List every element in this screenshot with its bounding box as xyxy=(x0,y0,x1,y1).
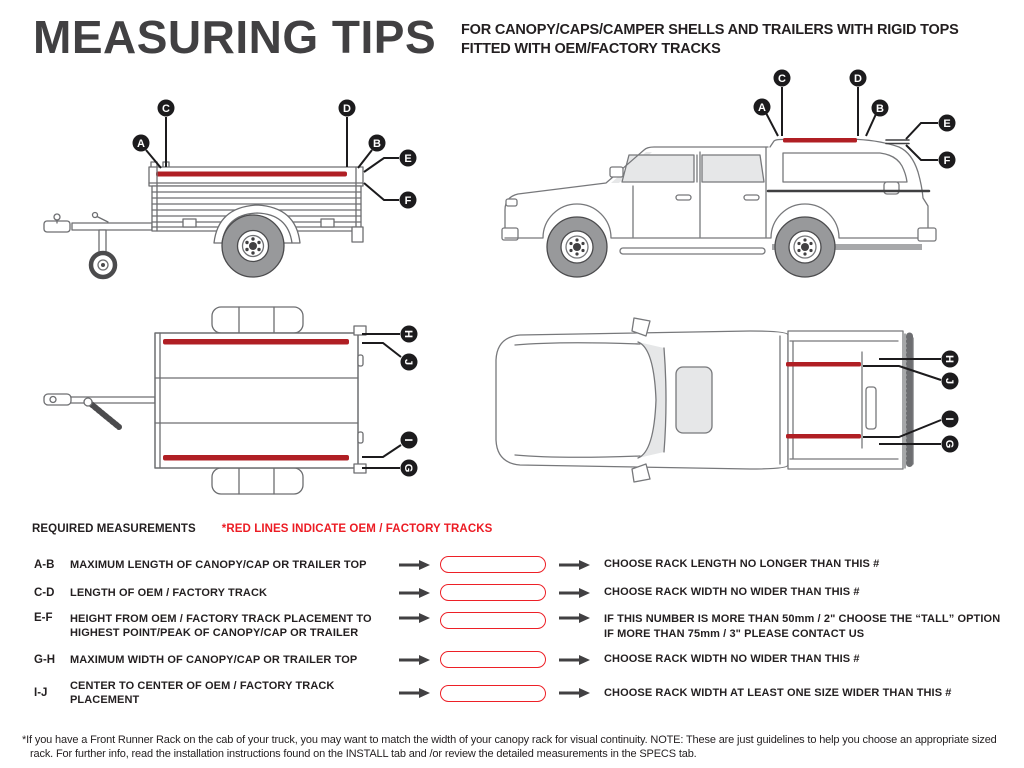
measurement-description: LENGTH OF OEM / FACTORY TRACK xyxy=(70,586,268,599)
svg-text:H: H xyxy=(402,330,414,338)
arrow-right-icon xyxy=(398,612,430,624)
label-i-icon xyxy=(401,432,418,449)
required-measurements-label: REQUIRED MEASUREMENTS xyxy=(32,523,196,535)
trailer-top-labels xyxy=(362,334,401,468)
label-d-icon xyxy=(850,70,867,87)
svg-text:A: A xyxy=(758,102,766,114)
legend-row xyxy=(32,523,492,535)
measurement-guidance: CHOOSE RACK WIDTH AT LEAST ONE SIZE WIDER THAN THIS # xyxy=(604,686,952,699)
oem-track-line xyxy=(786,434,861,439)
oem-track-line xyxy=(786,362,861,367)
svg-text:A: A xyxy=(137,138,145,150)
measurement-key: E-F xyxy=(34,612,53,624)
truck-rear-wheel xyxy=(775,217,835,277)
measurement-description: MAXIMUM WIDTH OF CANOPY/CAP OR TRAILER TOP xyxy=(70,653,358,666)
page-subtitle-line-2: FITTED WITH OEM/FACTORY TRACKS xyxy=(461,41,721,57)
measurement-guidance: CHOOSE RACK LENGTH NO LONGER THAN THIS # xyxy=(604,558,880,571)
label-c-icon xyxy=(158,100,175,117)
truck-front-wheel xyxy=(547,217,607,277)
arrow-right-icon xyxy=(558,654,590,666)
measurement-guidance: CHOOSE RACK WIDTH NO WIDER THAN THIS # xyxy=(604,653,860,666)
trailer-wheel xyxy=(222,215,284,277)
truck-top-view xyxy=(496,318,913,482)
label-b-icon xyxy=(369,135,386,152)
oem-track-line xyxy=(783,138,857,143)
measurement-row-ab xyxy=(0,556,1016,573)
label-e-icon xyxy=(400,150,417,167)
measurement-guidance: CHOOSE RACK WIDTH NO WIDER THAN THIS # xyxy=(604,586,860,599)
label-d-icon xyxy=(339,100,356,117)
measurement-description: MAXIMUM LENGTH OF CANOPY/CAP OR TRAILER TOP xyxy=(70,558,367,571)
label-h-icon xyxy=(942,351,959,368)
measurement-row-ij xyxy=(0,679,1016,707)
oem-track-line xyxy=(163,339,349,345)
svg-text:H: H xyxy=(943,355,955,363)
label-e-icon xyxy=(939,115,956,132)
measurement-input-box[interactable] xyxy=(440,612,546,629)
trailer-top-label-circles xyxy=(401,326,418,477)
arrow-right-icon xyxy=(398,654,430,666)
label-j-icon xyxy=(401,354,418,371)
svg-text:B: B xyxy=(876,103,884,115)
svg-text:B: B xyxy=(373,138,381,150)
label-g-icon xyxy=(942,436,959,453)
label-h-icon xyxy=(401,326,418,343)
arrow-right-icon xyxy=(558,587,590,599)
svg-text:E: E xyxy=(943,118,951,130)
measurement-input-box[interactable] xyxy=(440,584,546,601)
svg-text:I: I xyxy=(943,417,955,421)
measurement-input-box[interactable] xyxy=(440,685,546,702)
label-f-icon xyxy=(400,192,417,209)
measurement-key: G-H xyxy=(34,653,56,666)
measurement-input-box[interactable] xyxy=(440,651,546,668)
arrow-right-icon xyxy=(398,587,430,599)
arrow-right-icon xyxy=(558,559,590,571)
measurement-input-box[interactable] xyxy=(440,556,546,573)
label-g-icon xyxy=(401,460,418,477)
trailer-top-view xyxy=(44,307,366,494)
truck-top-label-circles xyxy=(942,351,959,453)
page-title: MEASURING TIPS xyxy=(33,11,437,63)
red-lines-note: *RED LINES INDICATE OEM / FACTORY TRACKS xyxy=(221,523,493,535)
label-a-icon xyxy=(754,99,771,116)
footnote: *If you have a Front Runner Rack on the cab of your truck, you may want to match the width of your canopy rack for visual continuity. NOTE: These are just guidelines to help you choose an appropriate sized rack. For further info, read the installation instructions found on the INSTALL tab and /or review the detailed measurements in the SPECS tab. xyxy=(22,734,997,760)
svg-text:E: E xyxy=(404,153,412,165)
svg-text:D: D xyxy=(854,73,862,85)
svg-text:F: F xyxy=(943,155,951,167)
label-a-icon xyxy=(133,135,150,152)
measurement-guidance: IF THIS NUMBER IS MORE THAN 50mm / 2" CHOOSE THE “TALL” OPTION IF MORE THAN 75mm / 3" PLEASE CONTACT US xyxy=(604,613,1001,640)
oem-track-line xyxy=(156,172,347,177)
arrow-right-icon xyxy=(398,687,430,699)
svg-text:J: J xyxy=(402,358,414,366)
measurement-description: HEIGHT FROM OEM / FACTORY TRACK PLACEMENT TO HIGHEST POINT/PEAK OF CANOPY/CAP OR TRAILER xyxy=(70,613,372,639)
svg-text:C: C xyxy=(778,73,786,85)
page-subtitle-line-1: FOR CANOPY/CAPS/CAMPER SHELLS AND TRAILERS WITH RIGID TOPS xyxy=(461,22,959,38)
svg-text:J: J xyxy=(943,377,955,385)
measurement-row-ef xyxy=(0,612,1016,641)
label-f-icon xyxy=(939,152,956,169)
oem-track-line xyxy=(163,455,349,461)
measurement-key: A-B xyxy=(34,558,55,571)
svg-text:G: G xyxy=(402,463,414,473)
measurement-row-gh xyxy=(0,651,1016,668)
measurement-description: CENTER TO CENTER OF OEM / FACTORY TRACK PLACEMENT xyxy=(70,680,335,706)
measurement-row-cd xyxy=(0,584,1016,601)
svg-text:I: I xyxy=(402,438,414,442)
truck-side-labels xyxy=(766,87,938,160)
arrow-right-icon xyxy=(398,559,430,571)
svg-text:C: C xyxy=(162,103,170,115)
arrow-right-icon xyxy=(558,687,590,699)
label-b-icon xyxy=(872,100,889,117)
label-i-icon xyxy=(942,411,959,428)
svg-text:D: D xyxy=(343,103,351,115)
svg-text:G: G xyxy=(943,439,955,449)
measurement-key: C-D xyxy=(34,586,55,599)
measurement-key: I-J xyxy=(34,687,48,699)
svg-text:F: F xyxy=(404,195,412,207)
arrow-right-icon xyxy=(558,612,590,624)
label-c-icon xyxy=(774,70,791,87)
trailer-side-view xyxy=(44,162,363,277)
label-j-icon xyxy=(942,373,959,390)
truck-side-view xyxy=(502,138,936,277)
